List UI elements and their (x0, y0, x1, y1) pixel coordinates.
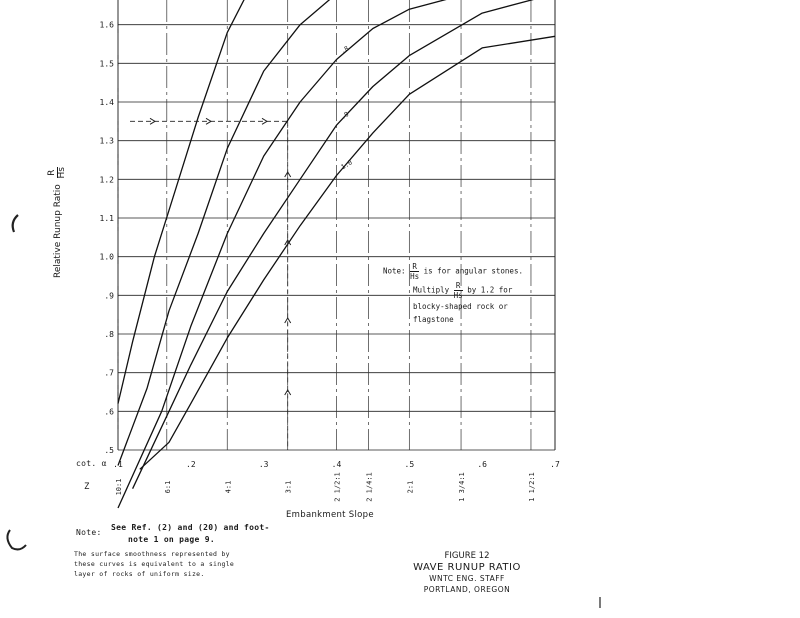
x-tick-label: .4 (331, 460, 342, 469)
figure-place: PORTLAND, OREGON (423, 585, 511, 594)
y-tick-label: 1.2 (99, 175, 114, 185)
x-tick-label: .1 (113, 460, 123, 469)
x-tick-label: .6 (477, 460, 487, 469)
y-axis-label-text: Relative Runup Ratio (53, 184, 63, 278)
slope-tick-label: 2 1/2:1 (333, 472, 342, 502)
x-axis-label: Embankment Slope (286, 510, 374, 520)
series-label: .8 (339, 44, 351, 56)
figure-title: WAVE RUNUP RATIO (413, 562, 521, 573)
series-label: 1.0 (339, 158, 354, 172)
y-tick-label: 1.4 (99, 98, 114, 107)
note-line-2: Multiply $\frac{R}{Hs}$ by 1.2 for (413, 281, 513, 300)
slope-tick-label: 3:1 (284, 480, 293, 494)
scan-mark-bottom (7, 530, 26, 549)
y-tick-label: 1.3 (99, 136, 114, 146)
slope-tick-label: 4:1 (224, 480, 233, 494)
y-tick-label: .5 (104, 446, 114, 455)
chart-grid (118, 0, 555, 450)
series-curve (133, 0, 555, 489)
x-tick-label: .7 (550, 460, 560, 469)
z-label: Z (84, 482, 90, 492)
note-line-4: flagstone (413, 315, 454, 324)
y-axis-label (48, 167, 67, 278)
footnote-label: Note: (76, 528, 102, 537)
y-tick-label: 1.0 (99, 252, 114, 262)
y-tick-label: .8 (104, 330, 114, 339)
note-box (383, 262, 533, 326)
footnote-body-1: The surface smoothness represented by (74, 550, 230, 558)
series-curve (118, 0, 278, 404)
y-tick-label: .6 (104, 407, 114, 417)
x-tick-label: .5 (404, 460, 415, 469)
figure-caption (412, 551, 522, 595)
note-line-3: blocky-shaped rock or (413, 302, 508, 311)
x-tick-label: .2 (186, 460, 196, 469)
y-tick-label: .7 (104, 368, 114, 378)
x-tick-label: .3 (258, 460, 269, 469)
slope-tick-label: 10:1 (115, 478, 123, 496)
footnote-line-2: note 1 on page 9. (128, 535, 215, 544)
y-tick-label: 1.1 (99, 214, 114, 223)
figure-org: WNTC ENG. STAFF (429, 574, 505, 583)
y-tick-label: 1.5 (99, 59, 114, 69)
slope-tick-label: 1 1/2:1 (527, 472, 536, 502)
slope-tick-label: 6:1 (163, 480, 172, 494)
y-tick-label: 1.6 (99, 20, 114, 30)
y-axis-label-fraction: R Hs (47, 167, 67, 179)
scan-mark-top (13, 215, 18, 232)
note-fraction-1: $\frac{R}{Hs}$ (410, 262, 420, 281)
cot-alpha-label: cot. α (76, 459, 107, 468)
series-label: .9 (339, 110, 351, 121)
slope-tick-label: 2 1/4:1 (365, 472, 374, 502)
footnote-body-2: these curves is equivalent to a single (74, 560, 235, 568)
footnote-line-1: See Ref. (2) and (20) and foot- (111, 523, 270, 532)
series-curve (140, 36, 555, 469)
slope-tick-label: 1 3/4:1 (458, 472, 467, 502)
y-tick-label: .9 (104, 291, 114, 301)
footnote-body-3: layer of rocks of uniform size. (74, 570, 205, 578)
note-fraction-2: $\frac{R}{Hs}$ (453, 281, 463, 300)
slope-tick-label: 2:1 (406, 480, 415, 494)
figure-number: FIGURE 12 (444, 551, 490, 561)
note-line-1: Note: $\frac{R}{Hs}$ is for angular stones. (383, 262, 523, 281)
